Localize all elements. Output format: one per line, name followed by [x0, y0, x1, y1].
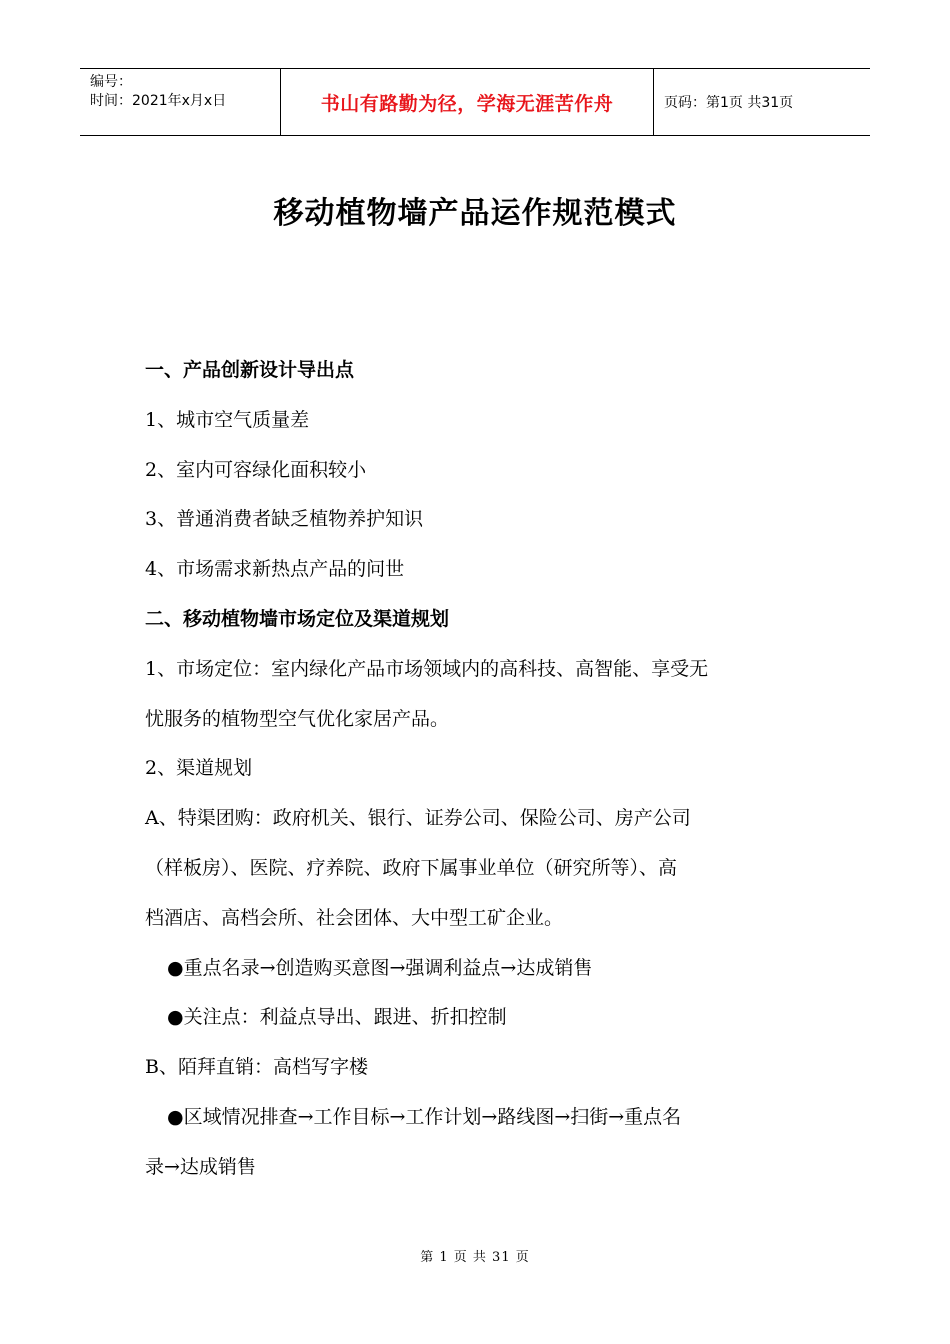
document-title: 移动植物墙产品运作规范模式: [273, 196, 677, 231]
paragraph-line: 录→达成销售: [145, 1155, 256, 1178]
header-page-info: 页码：第1页 共31页: [664, 95, 794, 111]
paragraph-line: 2、室内可容绿化面积较小: [145, 458, 367, 481]
page-footer: 第 1 页 共 31 页: [420, 1250, 530, 1265]
paragraph-line: 忧服务的植物型空气优化家居产品。: [145, 707, 450, 730]
document-time-label: 时间：2021年x月x日: [90, 93, 227, 109]
document-number-label: 编号：: [90, 74, 132, 90]
bullet-line: ●关注点：利益点导出、跟进、折扣控制: [167, 1006, 507, 1029]
paragraph-line: 3、普通消费者缺乏植物养护知识: [145, 508, 424, 531]
paragraph-line: 4、市场需求新热点产品的问世: [145, 558, 405, 581]
bullet-line: ●区域情况排查→工作目标→工作计划→路线图→扫街→重点名: [167, 1105, 682, 1128]
paragraph-line: （样板房）、医院、疗养院、政府下属事业单位（研究所等）、高: [145, 856, 678, 879]
section-heading-1: 一、产品创新设计导出点: [145, 359, 355, 381]
header-motto: 书山有路勤为径，学海无涯苦作舟: [280, 69, 654, 135]
paragraph-line: A、特渠团购：政府机关、银行、证券公司、保险公司、房产公司: [145, 807, 691, 830]
paragraph-line: 1、市场定位：室内绿化产品市场领域内的高科技、高智能、享受无: [145, 657, 709, 680]
paragraph-line: 1、城市空气质量差: [145, 408, 310, 431]
paragraph-line: B、陌拜直销：高档写字楼: [145, 1056, 368, 1079]
section-heading-2: 二、移动植物墙市场定位及渠道规划: [145, 607, 450, 630]
paragraph-line: 档酒店、高档会所、社会团体、大中型工矿企业。: [145, 906, 564, 929]
document-body: [145, 346, 825, 1193]
header-meta: [80, 69, 280, 135]
bullet-line: ●重点名录→创造购买意图→强调利益点→达成销售: [167, 956, 593, 979]
page-header: [80, 68, 870, 136]
paragraph-line: 2、渠道规划: [145, 757, 253, 780]
